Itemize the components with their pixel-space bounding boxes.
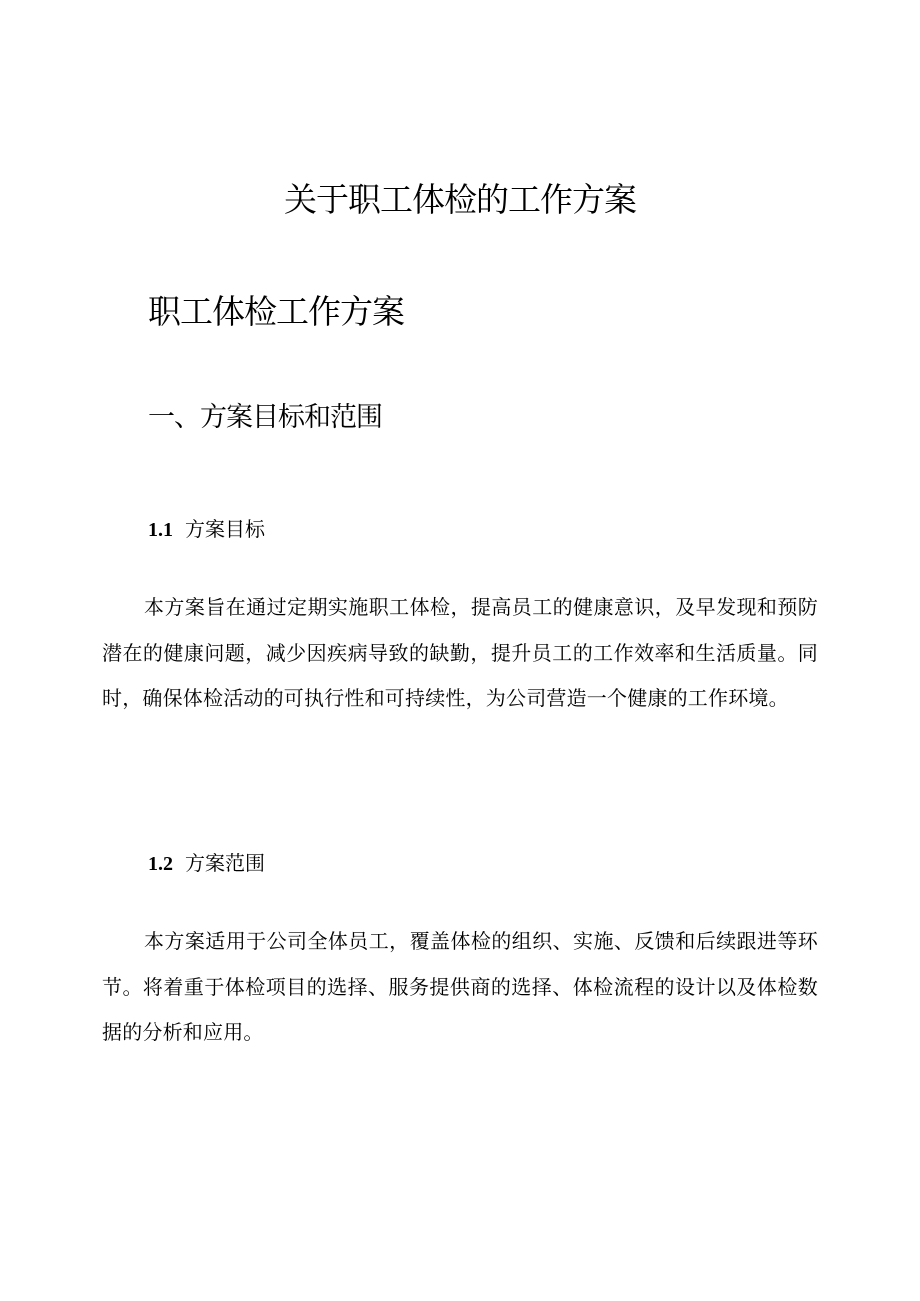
subsection-heading-scope	[148, 846, 265, 881]
subsection-heading-goal	[148, 512, 265, 547]
paragraph-goal: 本方案旨在通过定期实施职工体检，提高员工的健康意识，及早发现和预防潜在的健康问题，减少因疾病导致的缺勤，提升员工的工作效率和生活质量。同时，确保体检活动的可执行性和可持续性，为公司营造一个健康的工作环境。	[102, 595, 818, 710]
main-heading: 职工体检工作方案	[148, 292, 404, 331]
subsection-number: 1.2	[148, 853, 173, 875]
document-title: 关于职工体检的工作方案	[284, 180, 636, 219]
subsection-number: 1.1	[148, 519, 173, 541]
paragraph-scope: 本方案适用于公司全体员工，覆盖体检的组织、实施、反馈和后续跟进等环节。将着重于体检项目的选择、服务提供商的选择、体检流程的设计以及体检数据的分析和应用。	[102, 929, 818, 1044]
subsection-title: 方案范围	[185, 851, 265, 875]
subsection-title: 方案目标	[185, 517, 265, 541]
section-heading: 一、方案目标和范围	[148, 402, 382, 433]
